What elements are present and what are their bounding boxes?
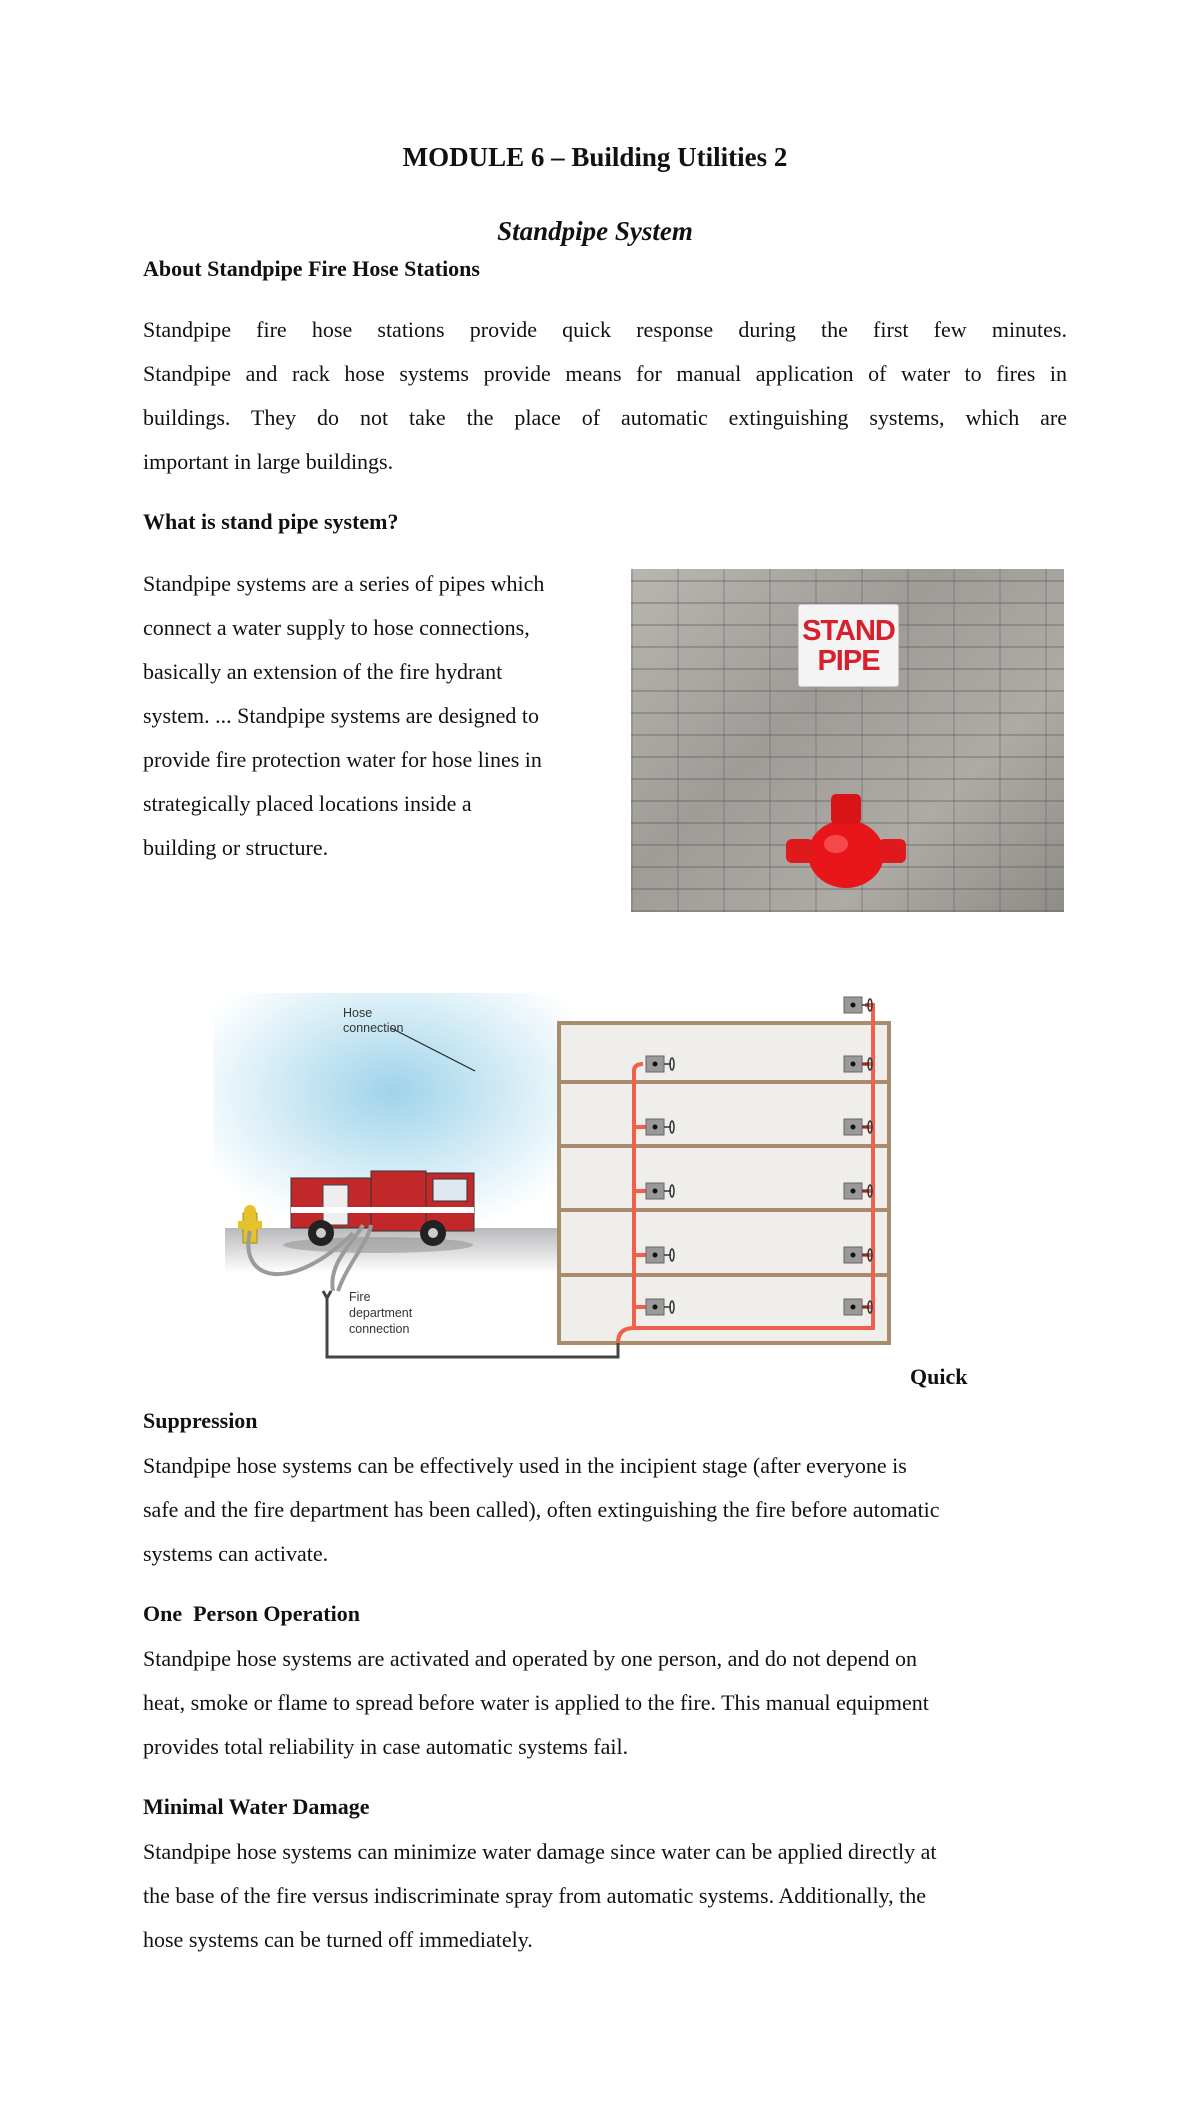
text-line: strategically placed locations inside a (143, 791, 472, 816)
section-heading-what-is: What is stand pipe system? (143, 509, 399, 534)
text-line: provides total reliability in case automatic systems fail. (143, 1734, 629, 1759)
text-line: the base of the fire versus indiscriminate spray from automatic systems. Additionally, the (143, 1883, 927, 1908)
paragraph-what-is (143, 562, 623, 870)
fire-truck-icon (283, 1171, 474, 1253)
text-line: Standpipe systems are a series of pipes which (143, 571, 545, 596)
section-heading-about: About Standpipe Fire Hose Stations (143, 256, 480, 281)
text-line: building or structure. (143, 835, 329, 860)
text-line: Standpipe fire hose stations provide quick response during the first few minutes. (143, 317, 1067, 342)
section-heading-quick: Quick (910, 1364, 968, 1389)
page-subtitle: Standpipe System (497, 216, 693, 246)
text-line: systems can activate. (143, 1541, 329, 1566)
standpipe-diagram (153, 993, 893, 1365)
text-line: Standpipe hose systems are activated and operated by one person, and do not depend on (143, 1646, 918, 1671)
text-line: Standpipe and rack hose systems provide means for manual application of water to fires in (143, 361, 1067, 386)
paragraph-suppression (143, 1444, 1067, 1576)
text-line: Standpipe hose systems can be effectively used in the incipient stage (after everyone is (143, 1453, 907, 1478)
paragraph-water-damage (143, 1830, 1067, 1962)
paragraph-one-person (143, 1637, 1067, 1769)
text-line: heat, smoke or flame to spread before water is applied to the fire. This manual equipment (143, 1690, 929, 1715)
building (559, 1023, 889, 1343)
fdc-label: Fire department connection (349, 1290, 413, 1336)
section-heading-one-person: One Person Operation (143, 1601, 360, 1626)
text-line: system. ... Standpipe systems are designed to (143, 703, 539, 728)
standpipe-sign (798, 604, 899, 687)
red-hydrant-icon (781, 784, 911, 904)
standpipe-photo (631, 569, 1064, 912)
hose-connection-label: Hose connection (343, 1006, 404, 1035)
page-title: MODULE 6 – Building Utilities 2 (402, 142, 788, 172)
text-line: safe and the fire department has been called), often extinguishing the fire before automatic (143, 1497, 940, 1522)
section-heading-suppression: Suppression (143, 1408, 258, 1433)
text-line: important in large buildings. (143, 449, 394, 474)
text-line: basically an extension of the fire hydrant (143, 659, 503, 684)
paragraph-about (143, 308, 1067, 484)
text-line: connect a water supply to hose connections, (143, 615, 530, 640)
text-line: provide fire protection water for hose lines in (143, 747, 542, 772)
hose-connection-icon (844, 997, 872, 1013)
text-line: Standpipe hose systems can minimize water damage since water can be applied directly at (143, 1839, 937, 1864)
text-line: hose systems can be turned off immediately. (143, 1927, 533, 1952)
sign-line: PIPE (817, 644, 880, 677)
text-line: buildings. They do not take the place of automatic extinguishing systems, which are (143, 405, 1067, 430)
sign-line: STAND (802, 614, 895, 647)
section-heading-water-damage: Minimal Water Damage (143, 1794, 370, 1819)
